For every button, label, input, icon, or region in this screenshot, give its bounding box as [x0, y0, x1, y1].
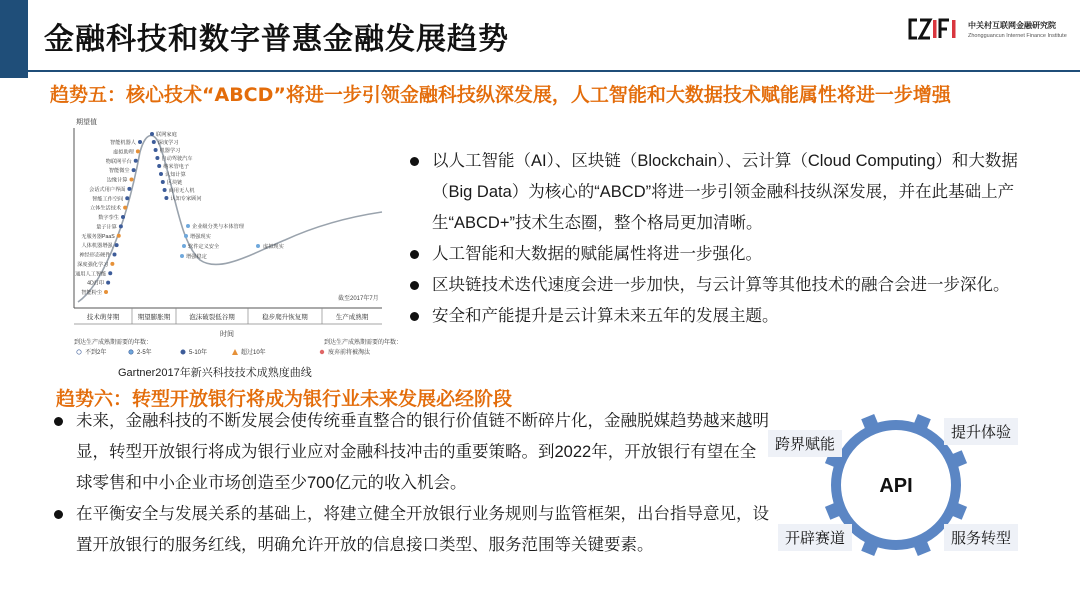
trend5-bullet-4: 安全和产能提升是云计算未来五年的发展主题。 [408, 301, 1028, 332]
legend-marker-obsolete [320, 350, 324, 354]
curve-point [138, 140, 142, 144]
legend-title: 到达生产成熟期需要的年数： [74, 340, 153, 346]
curve-point [119, 224, 123, 228]
title-divider [28, 70, 1080, 72]
curve-point [104, 290, 108, 294]
legend-marker [232, 349, 238, 355]
gear-label-transform: 服务转型 [944, 524, 1018, 551]
legend-marker [77, 350, 81, 354]
point-label: 认知专家顾问 [170, 196, 202, 202]
point-label: 智能工作空间 [92, 196, 124, 203]
phase-label: 稳步爬升恢复期 [262, 314, 308, 321]
phase-label: 生产成熟期 [335, 314, 369, 321]
phase-labels [87, 312, 369, 321]
hype-cycle-figure [70, 112, 403, 362]
point-label: 联网家庭 [156, 132, 177, 138]
legend-marker [181, 350, 185, 354]
legend-label: 不到2年 [85, 350, 107, 356]
page-title: 金融科技和数字普惠金融发展趋势 [44, 22, 509, 57]
point-label: 纳米管电子 [163, 164, 190, 170]
curve-point [159, 172, 163, 176]
phase-label: 技术萌芽期 [86, 314, 120, 321]
logo-text-cn: 中关村互联网金融研究院 [968, 21, 1056, 30]
trend5-bullet-1: 以人工智能（AI）、区块链（Blockchain）、云计算（Cloud Computing）和大数据（Big Data）为核心的“ABCD”将进一步引领金融科技纵深发展，并在此基础上产生“ABCD+”技术生态圈，整个格局更加清晰。 [408, 146, 1028, 239]
point-label: 软件定义安全 [188, 244, 220, 250]
point-label: 自动驾驶汽车 [161, 156, 193, 162]
point-label: 智能机器人 [110, 140, 136, 146]
curve-point [180, 254, 184, 258]
api-gear-diagram [768, 412, 1030, 558]
trend5-bullet-3: 区块链技术迭代速度会进一步加快，与云计算等其他技术的融合会进一步深化。 [408, 270, 1028, 301]
x-axis-label: 时间 [220, 331, 234, 338]
curve-point [125, 196, 129, 200]
phase-label: 期望膨胀期 [137, 314, 171, 321]
point-labels [75, 130, 284, 296]
curve-point [155, 156, 159, 160]
point-label: 智能粉尘 [81, 290, 102, 296]
trend6-bullet-1: 未来，金融科技的不断发展会使传统垂直整合的银行价值链不断碎片化，金融脱媒趋势越来越明显，转型开放银行将成为银行业应对金融科技冲击的重要策略。到2022年，开放银行有望在全球零售和中小企业市场创造至少700亿元的收入机会。 [52, 406, 770, 499]
curve-point [184, 234, 188, 238]
point-label: 无服务器PaaS [81, 233, 115, 240]
hype-cycle-svg [70, 112, 403, 362]
curve-point [127, 187, 131, 191]
left-accent-bar [0, 0, 28, 78]
phase-label: 泡沫破裂低谷期 [189, 314, 235, 321]
curve-point [121, 215, 125, 219]
point-label: 物联网平台 [105, 158, 132, 165]
point-label: 智能微尘 [108, 168, 130, 175]
point-label: 神经形态硬件 [79, 252, 111, 259]
point-label: 4D打印 [87, 280, 105, 287]
logo-mark [906, 16, 964, 48]
curve-point [108, 271, 112, 275]
point-label: 商用无人机 [168, 188, 195, 194]
curve-point [110, 262, 114, 266]
figure-caption: Gartner2017年新兴科技技术成熟度曲线 [118, 367, 312, 379]
legend-label: 5-10年 [189, 350, 208, 356]
date-note: 截至2017年7月 [338, 296, 379, 302]
curve-point [136, 149, 140, 153]
legend [77, 348, 266, 356]
point-label: 增强现实 [190, 234, 211, 240]
curve-point [115, 243, 119, 247]
trend6-bullet-2: 在平衡安全与发展关系的基础上，将建立健全开放银行业务规则与监管框架，出台指导意见，设置开放银行的服务红线，明确允许开放的信息接口类型、服务范围等关键要素。 [52, 499, 770, 561]
trend5-bullet-2: 人工智能和大数据的赋能属性将进一步强化。 [408, 239, 1028, 270]
gear-label-cross-border: 跨界赋能 [768, 430, 842, 457]
logo-text-en: Zhongguancun Internet Finance Institute [968, 33, 1067, 39]
point-label: 企业级分类与本体管理 [192, 224, 244, 230]
trend6-heading: 趋势六：转型开放银行将成为银行业未来发展必经阶段 [56, 388, 513, 410]
point-label: 数字孪生 [98, 215, 119, 221]
curve-point [113, 253, 117, 257]
gear-label-experience: 提升体验 [944, 418, 1018, 445]
curve-point [117, 234, 121, 238]
curve-point [130, 178, 134, 182]
trend6-bullets [52, 406, 770, 561]
point-label: 通用人工智能 [75, 271, 107, 278]
trend5-bullets [408, 146, 1028, 332]
curve-point [182, 244, 186, 248]
curve-point [106, 281, 110, 285]
logo-mark-icon [906, 16, 964, 42]
point-label: 立体生活技术 [89, 205, 122, 212]
curve-point [186, 224, 190, 228]
curve-point [164, 196, 168, 200]
curve-point [152, 140, 156, 144]
curve-point [132, 168, 136, 172]
gear-center-label: API [879, 475, 913, 497]
point-label: 区块链 [166, 180, 183, 186]
curve-point [163, 188, 167, 192]
curve-point [157, 164, 161, 168]
curve-point [150, 132, 154, 136]
point-label: 量子计算 [96, 224, 117, 231]
point-label: 人体机器增强 [81, 243, 113, 250]
trend5-heading: 趋势五：核心技术“ABCD”将进一步引领金融科技纵深发展，人工智能和大数据技术赋能属性将进一步增强 [50, 84, 951, 106]
point-label: 虚拟现实 [263, 244, 284, 250]
point-label: 虚拟助理 [113, 149, 134, 156]
point-label: 深度学习 [157, 140, 179, 146]
curve-point [154, 148, 158, 152]
point-label: 认知计算 [165, 172, 186, 178]
gear-label-new-track: 开辟赛道 [778, 524, 852, 551]
point-label: 会话式用户界面 [89, 186, 126, 193]
point-label: 增强稳定 [186, 254, 207, 260]
point-label: 深度强化学习 [77, 261, 109, 268]
curve-point [256, 244, 260, 248]
curve-point [161, 180, 165, 184]
curve-point [134, 159, 138, 163]
institute-logo [906, 16, 1076, 56]
legend-marker [129, 350, 133, 354]
curve-point [123, 206, 127, 210]
legend-side: 到达生产成熟期需要的年数： [324, 340, 403, 346]
y-axis-label: 期望值 [76, 119, 97, 126]
legend-label: 2-5年 [137, 350, 152, 356]
point-label: 机器学习 [159, 148, 181, 154]
legend-extra: 废弃前将被淘汰 [328, 350, 371, 356]
point-label: 边缘计算 [106, 177, 128, 184]
legend-label: 超过10年 [241, 350, 266, 356]
